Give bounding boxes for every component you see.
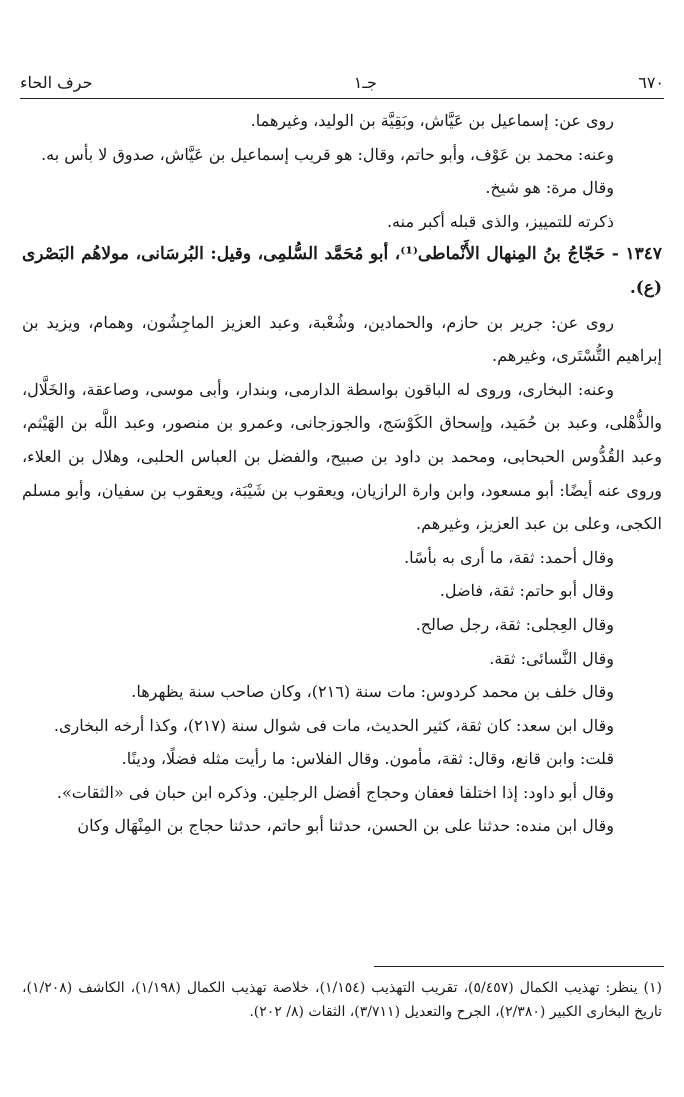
volume-label: جـ١ — [353, 73, 377, 92]
paragraph: وقال ابن سعد: كان ثقة، كثير الحديث، مات فى شوال سنة (٢١٧)، وكذا أرخه البخارى. — [53, 715, 614, 735]
paragraph: وقال ابن منده: حدثنا على بن الحسن، حدثنا أبو حاتم، حدثنا حجاج بن المِنْهَال وكان — [77, 816, 614, 836]
paragraph: روى عن: إسماعيل بن عَيَّاش، وبَقِيَّة بن الوليد، وغيرهما. — [250, 111, 614, 130]
section-title: حرف الحاء — [20, 73, 93, 92]
paragraph: وقال النَّسائى: ثقة. — [489, 648, 614, 668]
paragraph: وقال العِجلى: ثقة، رجل صالح. — [415, 614, 614, 634]
paragraph: وقال خلف بن محمد كردوس: مات سنة (٢١٦)، وكان صاحب سنة يظهرها. — [131, 682, 614, 702]
paragraph: وقال مرة: هو شيخ. — [485, 178, 614, 198]
page-number: ٦٧٠ — [638, 73, 664, 92]
paragraph: قلت: وابن قانع، وقال: ثقة، مأمون. وقال الفلاس: ما رأيت مثله فضلًا، ودينًا. — [121, 749, 614, 769]
footnote: (١) ينظر: تهذيب الكمال (٥/٤٥٧)، تقريب التهذيب (١/١٥٤)، خلاصة تهذيب الكمال (١/١٩٨)، الكاشف (١/٢٠٨)، تاريخ البخارى الكبير (٢/٣٨٠)، الجرح والتعديل (٣/٧١١)، الثقات (٨/ ٢٠٢). — [22, 980, 663, 1020]
entry-heading: ١٣٤٧ - حَجّاجُ بنُ المِنهال الأَنْماطى⁽¹⁾، أبو مُحَمَّد السُّلمِى، وقيل: البُرسَانى، مولاهُم البَصْرى (ع). — [22, 244, 662, 298]
paragraph: ذكرته للتمييز، والذى قبله أكبر منه. — [386, 211, 614, 231]
footnotes — [22, 976, 662, 1024]
paragraph: وعنه: البخارى، وروى له الباقون بواسطة الدارمى، وبندار، وأبى موسى، وصاعقة، والخَلَّال، والذُّهْلى، وعبد بن حُمَيد، وإسحاق الكَوْسَج، والجوزجانى، وعمرو بن منصور، وعبد اللَّه بن الهَيْثم، وعبد القُدُّوس الحبحابى، ومحمد بن داود بن صبيح، والفضل بن العباس الحلبى، وهلال بن العلاء، وروى عنه أيضًا: أبو مسعود، وابن وارة الرازيان، ويعقوب بن شَيْبَة، ويعقوب بن سفيان، وأبو مسلم الكجى، وعلى بن عبد العزيز، وغيرهم. — [22, 379, 663, 534]
paragraph: وقال أحمد: ثقة، ما أرى به بأسًا. — [404, 547, 614, 567]
paragraph: روى عن: جرير بن حازم، والحمادين، وشُعْبة، وعبد العزيز الماجِشُون، وهمام، ويزيد بن إبراهيم التُّسْتَرى، وغيرهم. — [22, 312, 662, 366]
footnote-divider — [374, 966, 664, 967]
paragraph: وقال أبو حاتم: ثقة، فاضل. — [439, 581, 614, 601]
paragraph: وقال أبو داود: إذا اختلفا فعفان وحجاج أفضل الرجلين. وذكره ابن حبان فى «الثقات». — [56, 782, 614, 802]
main-text — [22, 104, 662, 843]
paragraph: وعنه: محمد بن عَوْف، وأبو حاتم، وقال: هو قريب إسماعيل بن عَيَّاش، صدوق لا بأس به. — [41, 144, 614, 164]
page-header — [20, 58, 664, 99]
